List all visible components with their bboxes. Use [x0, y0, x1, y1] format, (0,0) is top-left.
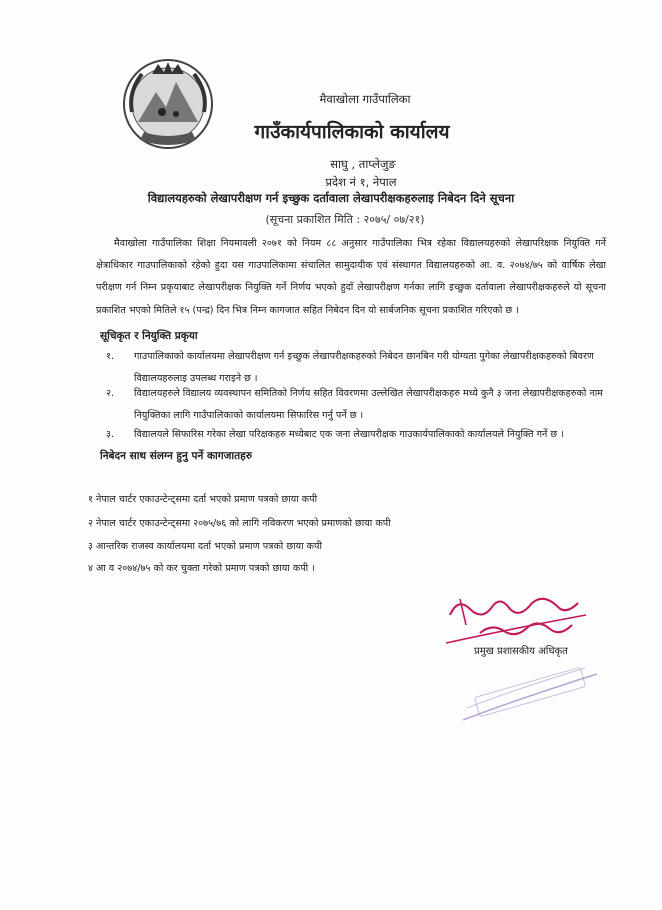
notice-body: मैवाखोला गाउँपालिका शिक्षा नियमावली २०७१ को नियम ८८ अनुसार गाउँपालिका भित्र रहेका विद्यालयहरुको लेखापरिक्षक नियुक्ति गर्ने क्षेत्राधिकार गाउपालिकाको रहेको हुदा यस गाउपालिकामा संचालित सामुदायीक एवं संस्थागत विद्यालयहरुको आ. व. २०७४/७५ को वार्षिक लेखा परीक्षण गर्न निम्न प्रकृयाबाट लेखापरीक्षक नियुक्ति गर्ने निर्णय भएको हुदाँ लेखापरीक्षण गर्नका लागि इच्छुक दर्तावाला लेखापरीक्षकहरुले यो सूचना प्रकाशित भएको मितिले १५ (पन्द्र) दिन भित्र निम्न कागजात सहित निबेदन दिन यो सार्बजनिक सूचना प्रकाशित गरिएको छ । [96, 238, 606, 316]
nepal-emblem-logo [118, 52, 218, 152]
documents-heading: निबेदन साथ संलग्न हुनु पर्ने कागजातहरु [100, 450, 252, 462]
procedure-item-number: १. [106, 351, 115, 362]
procedure-item-text: विद्यालयले सिफारिस गरेका लेखा परिक्षकहरु मध्येबाट एक जना लेखापरीक्षक गाउकार्यपालिकाको कार्यालयले नियुक्ति गर्ने छ । [134, 429, 564, 440]
procedure-item-number: २. [106, 388, 115, 399]
procedure-item [106, 424, 606, 446]
publication-date: (सूचना प्रकाशित मिति : २०७५/ ०७/२१) [265, 213, 425, 226]
municipality-name: मैवाखोला गाउँपालिका [319, 92, 411, 106]
office-name: गाउँकार्यपालिकाको कार्यालय [254, 121, 450, 143]
signer-title: प्रमुख प्रशासकीय अधिकृत [474, 646, 568, 657]
document-item: १ नेपाल चार्टर एकाउन्टेन्ट्समा दर्ता भएको प्रमाण पत्रको छाया कपी [88, 494, 318, 505]
notice-title: विद्यालयहरुको लेखापरीक्षण गर्न इच्छुक दर्तावाला लेखापरीक्षकहरुलाइ निबेदन दिने सूचना [147, 191, 515, 205]
procedure-item-text: विद्यालयहरुले विद्यालय व्यवस्थापन समितिको निर्णय सहित विवरणमा उल्लेखित लेखापरीक्षकहरु मध्ये कुनै ३ जना लेखापरीक्षकहरुको नाम नियुक्तिका लागि गाउँपालिकाको कार्यालयमा सिफारिस गर्नु पर्ने छ । [134, 388, 603, 421]
procedure-item [106, 383, 606, 427]
procedure-item-text: गाउपालिकाको कार्यालयमा लेखापरीक्षण गर्न इच्छुक लेखापरीक्षकहरुको निबेदन छानबिन गरी योग्यता पुगेका लेखापरीक्षकहरुको बिवरण विद्यालयहरुलाइ उपलब्ध गराइने छ । [134, 351, 594, 384]
document-item: ३ आन्तरिक राजस्व कार्यालयमा दर्ता भएको प्रमाण पत्रको छाया कपी [88, 541, 322, 552]
office-stamp [455, 660, 605, 730]
procedure-heading: सूचिकृत र नियुक्ति प्रकृया [100, 330, 198, 342]
province-name: प्रदेश नं १, नेपाल [325, 175, 397, 189]
handwritten-signature [440, 585, 590, 647]
document-item: २ नेपाल चार्टर एकाउन्टेन्ट्समा २०७५/७६ को लागि नविकरण भएको प्रमाणको छाया कपी [88, 518, 391, 529]
procedure-item-number: ३. [106, 429, 115, 440]
office-location: साघु , ताप्लेजुङ [330, 157, 396, 171]
document-item: ४ आ व २०७४/७५ को कर चुक्ता गरेको प्रमाण पत्रको छाया कपी । [88, 563, 315, 574]
